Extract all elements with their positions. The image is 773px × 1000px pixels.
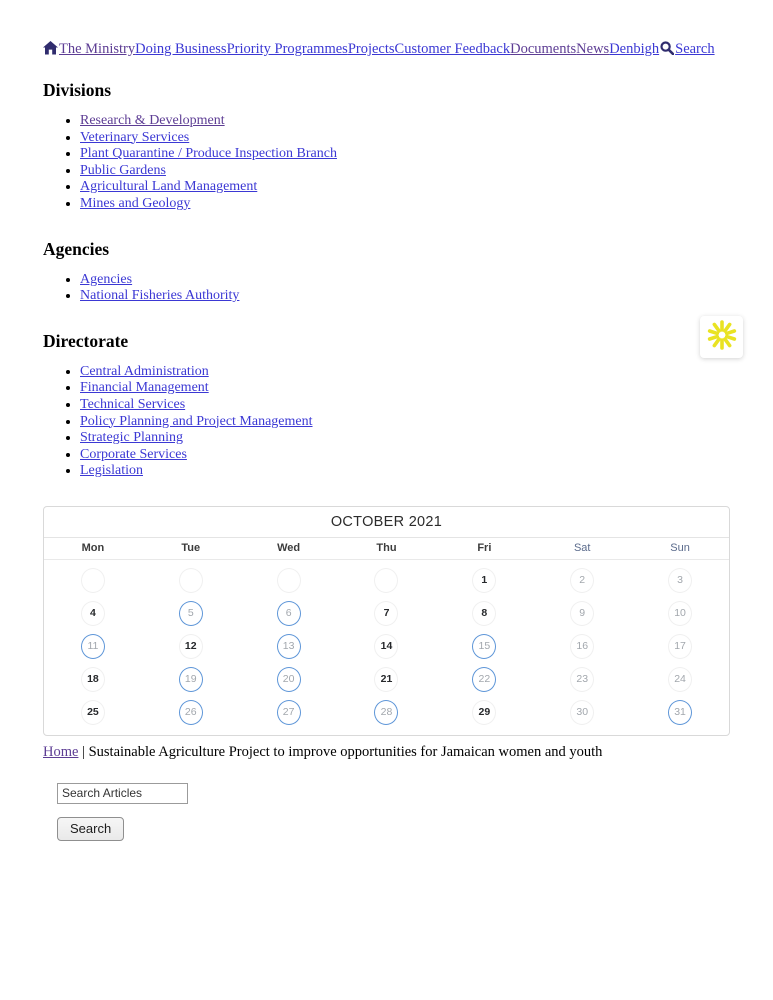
calendar-day-empty (277, 568, 301, 593)
section (43, 80, 730, 213)
breadcrumb-separator: | (78, 743, 89, 760)
section-link[interactable]: Research & Development (80, 113, 225, 128)
calendar-cell (533, 630, 631, 663)
top-nav-links (59, 41, 659, 57)
calendar-day[interactable]: 8 (472, 601, 496, 626)
calendar-cell (435, 630, 533, 663)
section-link[interactable]: Plant Quarantine / Produce Inspection Branch (80, 146, 337, 162)
list-item (80, 414, 730, 431)
weekday-label: Fri (477, 542, 492, 555)
section-link[interactable]: Corporate Services (80, 446, 187, 462)
section (43, 331, 730, 480)
list-item (80, 430, 730, 447)
calendar-day[interactable]: 21 (374, 667, 398, 692)
top-nav (43, 40, 730, 60)
calendar-day[interactable]: 2 (570, 568, 594, 593)
section-link[interactable]: Central Administration (80, 363, 209, 379)
section-heading: Divisions (43, 80, 112, 100)
calendar-cell (240, 564, 338, 597)
calendar-cell (435, 696, 533, 729)
calendar-day[interactable]: 3 (668, 568, 692, 593)
list-item (80, 196, 730, 213)
calendar-cell (142, 564, 240, 597)
section-link[interactable]: Technical Services (80, 396, 186, 412)
section-link[interactable]: Financial Management (80, 380, 209, 396)
calendar-cell (142, 663, 240, 696)
list-item (80, 364, 730, 381)
calendar-day[interactable]: 11 (81, 634, 105, 659)
calendar-day-empty (374, 568, 398, 593)
weekday-label: Sun (670, 542, 690, 555)
calendar-cell (435, 663, 533, 696)
calendar-day[interactable]: 9 (570, 601, 594, 626)
section-link-list (43, 364, 730, 480)
list-item (80, 130, 730, 147)
list-item (80, 272, 730, 289)
calendar-day[interactable]: 16 (570, 634, 594, 659)
weekday-label: Thu (376, 542, 397, 555)
section-link[interactable]: Mines and Geology (80, 195, 191, 211)
calendar-cell (533, 663, 631, 696)
calendar-day[interactable]: 28 (374, 700, 398, 725)
search-button[interactable]: Search (57, 817, 124, 841)
nav-link[interactable]: The Ministry (59, 41, 136, 57)
calendar-day[interactable]: 27 (277, 700, 301, 725)
section-link[interactable]: National Fisheries Authority (80, 288, 240, 304)
search-icon[interactable] (660, 41, 674, 60)
calendar-cell (533, 696, 631, 729)
section-link[interactable]: Legislation (80, 463, 143, 479)
section-link[interactable]: Agencies (80, 271, 133, 287)
calendar-cell (338, 663, 436, 696)
calendar-day[interactable]: 29 (472, 700, 496, 725)
nav-link[interactable]: News (576, 41, 610, 57)
calendar-cell (338, 630, 436, 663)
calendar-day[interactable]: 19 (179, 667, 203, 692)
calendar-weekday-header (44, 538, 729, 560)
weekday-label: Tue (181, 542, 201, 555)
calendar-cell (631, 663, 729, 696)
calendar-cell (44, 696, 142, 729)
calendar-day[interactable]: 20 (277, 667, 301, 692)
nav-link[interactable]: Documents (510, 41, 577, 57)
list-item (80, 463, 730, 480)
calendar-cell (533, 564, 631, 597)
floating-widget-button[interactable] (700, 316, 743, 358)
list-item (80, 179, 730, 196)
calendar-cell (338, 564, 436, 597)
list-item (80, 397, 730, 414)
calendar-day[interactable]: 23 (570, 667, 594, 692)
list-item (80, 146, 730, 163)
nav-link[interactable]: Projects (347, 41, 395, 57)
calendar-cell (240, 696, 338, 729)
calendar-day-empty (81, 568, 105, 593)
calendar-cell (240, 663, 338, 696)
calendar-month-title: OCTOBER 2021 (44, 507, 729, 538)
calendar-cell (338, 597, 436, 630)
calendar-cell (631, 696, 729, 729)
calendar-cell (631, 630, 729, 663)
calendar-day[interactable]: 17 (668, 634, 692, 659)
calendar-cell (44, 630, 142, 663)
calendar-cell (44, 663, 142, 696)
home-icon[interactable] (43, 41, 58, 60)
section-link[interactable]: Public Gardens (80, 162, 166, 178)
section-link[interactable]: Policy Planning and Project Management (80, 413, 313, 429)
weekday-label: Mon (81, 542, 105, 555)
section (43, 239, 730, 305)
calendar-day-empty (179, 568, 203, 593)
calendar-cell (631, 597, 729, 630)
calendar-day[interactable]: 5 (179, 601, 203, 626)
list-item (80, 113, 730, 130)
page-title: Sustainable Agriculture Project to improve opportunities for Jamaican women and youth (88, 743, 603, 760)
weekday-label: Wed (277, 542, 301, 555)
calendar-cell (631, 564, 729, 597)
calendar-cell (142, 630, 240, 663)
weekday-label: Sat (573, 542, 591, 555)
calendar-cell (142, 597, 240, 630)
section-link-list (43, 272, 730, 305)
calendar-day[interactable]: 30 (570, 700, 594, 725)
calendar-cell (533, 597, 631, 630)
calendar-day[interactable]: 13 (277, 634, 301, 659)
calendar-day[interactable]: 7 (374, 601, 398, 626)
list-item (80, 380, 730, 397)
list-item (80, 163, 730, 180)
calendar-cell (338, 696, 436, 729)
section-link[interactable]: Strategic Planning (80, 430, 184, 446)
calendar-day[interactable]: 18 (81, 667, 105, 692)
nav-search-link[interactable]: Search (675, 41, 715, 57)
section-link[interactable]: Agricultural Land Management (80, 179, 258, 195)
section-link[interactable]: Veterinary Services (80, 129, 190, 145)
section-heading: Directorate (43, 330, 129, 351)
article-search (57, 783, 730, 841)
search-articles-input[interactable] (57, 783, 188, 804)
nav-link[interactable]: Doing Business (135, 41, 227, 57)
calendar-day[interactable]: 25 (81, 700, 105, 725)
calendar-day[interactable]: 10 (668, 601, 692, 626)
calendar-day[interactable]: 14 (374, 634, 398, 659)
section-link-list (43, 113, 730, 213)
list-item (80, 447, 730, 464)
calendar-day[interactable]: 26 (179, 700, 203, 725)
calendar-day[interactable]: 24 (668, 667, 692, 692)
breadcrumb-home-link[interactable]: Home (43, 743, 79, 760)
calendar-cell (44, 597, 142, 630)
list-item (80, 288, 730, 305)
nav-link[interactable]: Denbigh (609, 41, 660, 57)
calendar-widget (43, 506, 730, 736)
nav-link[interactable]: Customer Feedback (394, 41, 511, 57)
calendar-cell (142, 696, 240, 729)
calendar-day[interactable]: 4 (81, 601, 105, 626)
calendar-day[interactable]: 22 (472, 667, 496, 692)
breadcrumb (43, 744, 730, 761)
calendar-cell (240, 597, 338, 630)
calendar-cell (435, 597, 533, 630)
nav-link[interactable]: Priority Programmes (226, 41, 348, 57)
calendar-cell (44, 564, 142, 597)
calendar-cell (435, 564, 533, 597)
section-heading: Agencies (43, 238, 110, 259)
calendar-day[interactable]: 12 (179, 634, 203, 659)
calendar-day[interactable]: 31 (668, 700, 692, 725)
asterisk-spinner-icon (706, 319, 738, 356)
calendar-day-grid (44, 560, 729, 735)
calendar-day[interactable]: 15 (472, 634, 496, 659)
link-sections (43, 80, 730, 480)
calendar-day[interactable]: 6 (277, 601, 301, 626)
calendar-day[interactable]: 1 (472, 568, 496, 593)
calendar-cell (240, 630, 338, 663)
